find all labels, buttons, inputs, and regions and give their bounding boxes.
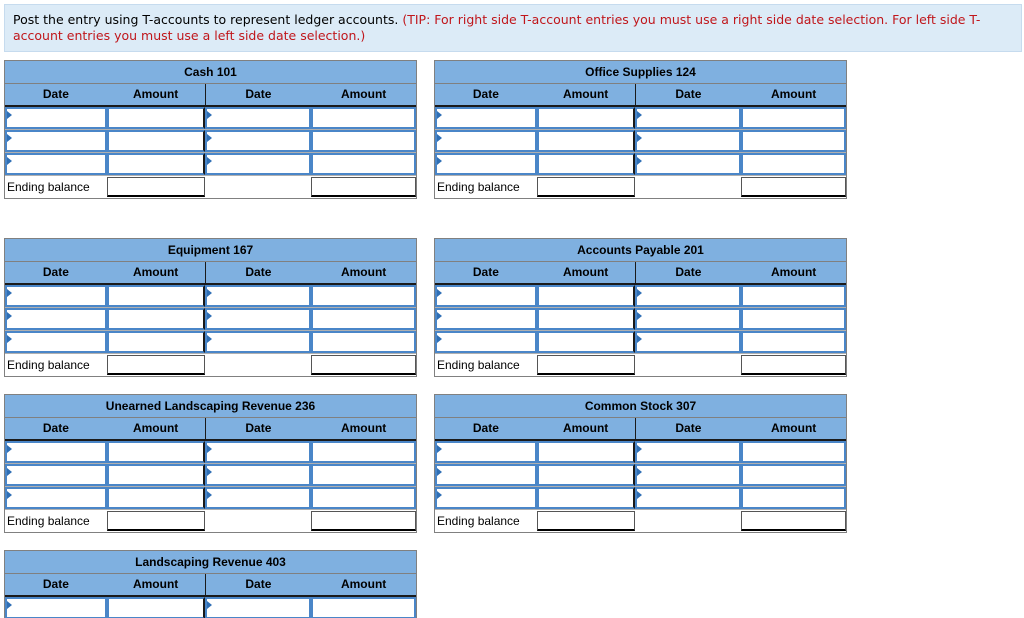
dropdown-marker-icon [7, 468, 12, 476]
ending-balance-row [5, 510, 416, 532]
t-account-equipment [4, 238, 417, 377]
ending-balance-left-input[interactable] [537, 355, 635, 375]
date-select-left[interactable] [435, 153, 537, 175]
entry-row [435, 285, 846, 308]
entry-row [5, 130, 416, 153]
dropdown-marker-icon [637, 111, 642, 119]
date-select-right[interactable] [205, 597, 311, 618]
amount-input-right[interactable] [741, 487, 846, 509]
ending-balance-left-input[interactable] [537, 177, 635, 197]
date-select-right[interactable] [205, 441, 311, 463]
empty-cell [635, 354, 741, 376]
ending-balance-row [5, 354, 416, 376]
dropdown-marker-icon [7, 335, 12, 343]
date-select-left[interactable] [435, 130, 537, 152]
amount-input-right[interactable] [311, 597, 416, 618]
amount-input-right[interactable] [311, 308, 416, 330]
date-select-left[interactable] [5, 487, 107, 509]
col-amount-right: Amount [770, 265, 817, 279]
date-select-right[interactable] [205, 331, 311, 353]
col-amount-right: Amount [340, 577, 387, 591]
dropdown-marker-icon [437, 289, 442, 297]
col-date-left: Date [472, 421, 499, 435]
column-header-row [435, 418, 846, 441]
instruction-box [4, 4, 1022, 52]
amount-input-left[interactable] [107, 441, 205, 463]
ending-balance-right-input[interactable] [311, 355, 416, 375]
amount-input-left[interactable] [107, 487, 205, 509]
entry-row [5, 285, 416, 308]
entry-row [435, 464, 846, 487]
amount-input-right[interactable] [741, 285, 846, 307]
dropdown-marker-icon [7, 289, 12, 297]
account-title: Office Supplies 124 [435, 61, 846, 84]
entry-row [435, 107, 846, 130]
instruction-text: Post the entry using T-accounts to represent ledger accounts. [13, 12, 403, 27]
column-header-row [5, 84, 416, 107]
date-select-right[interactable] [205, 130, 311, 152]
dropdown-marker-icon [7, 134, 12, 142]
amount-input-right[interactable] [741, 153, 846, 175]
dropdown-marker-icon [207, 468, 212, 476]
col-date-right: Date [205, 574, 312, 595]
column-header-row [435, 84, 846, 107]
entry-row [435, 331, 846, 354]
ending-balance-label: Ending balance [7, 180, 90, 194]
dropdown-marker-icon [207, 491, 212, 499]
column-header-row [5, 418, 416, 441]
col-amount-left: Amount [132, 577, 179, 591]
dropdown-marker-icon [637, 468, 642, 476]
dropdown-marker-icon [7, 601, 12, 609]
col-amount-right: Amount [340, 421, 387, 435]
amount-input-left[interactable] [107, 464, 205, 486]
account-title: Unearned Landscaping Revenue 236 [5, 395, 416, 418]
dropdown-marker-icon [637, 312, 642, 320]
date-select-left[interactable] [5, 285, 107, 307]
col-date-left: Date [472, 265, 499, 279]
date-select-left[interactable] [435, 285, 537, 307]
col-amount-left: Amount [132, 265, 179, 279]
date-select-left[interactable] [5, 153, 107, 175]
date-select-right[interactable] [635, 464, 741, 486]
column-header-row [5, 574, 416, 597]
account-title: Landscaping Revenue 403 [5, 551, 416, 574]
ending-balance-row [435, 354, 846, 376]
t-account-landscaping-revenue [4, 550, 417, 618]
amount-input-left[interactable] [107, 308, 205, 330]
ending-balance-right-input[interactable] [741, 511, 846, 531]
account-title: Common Stock 307 [435, 395, 846, 418]
dropdown-marker-icon [437, 157, 442, 165]
date-select-right[interactable] [635, 331, 741, 353]
date-select-right[interactable] [205, 487, 311, 509]
ending-balance-left-input[interactable] [107, 511, 205, 531]
col-date-left: Date [42, 421, 69, 435]
col-date-left: Date [42, 577, 69, 591]
amount-input-left[interactable] [107, 331, 205, 353]
col-date-right: Date [205, 418, 312, 439]
date-select-right[interactable] [635, 107, 741, 129]
date-select-left[interactable] [5, 464, 107, 486]
amount-input-right[interactable] [741, 464, 846, 486]
ending-balance-right-input[interactable] [741, 355, 846, 375]
column-header-row [5, 262, 416, 285]
dropdown-marker-icon [437, 312, 442, 320]
amount-input-right[interactable] [311, 107, 416, 129]
date-select-left[interactable] [5, 597, 107, 618]
amount-input-left[interactable] [107, 107, 205, 129]
empty-cell [205, 510, 311, 532]
amount-input-right[interactable] [741, 107, 846, 129]
dropdown-marker-icon [207, 601, 212, 609]
entry-row [5, 441, 416, 464]
date-select-left[interactable] [435, 441, 537, 463]
col-date-left: Date [42, 265, 69, 279]
ending-balance-label: Ending balance [437, 514, 520, 528]
account-title: Accounts Payable 201 [435, 239, 846, 262]
date-select-right[interactable] [205, 464, 311, 486]
col-amount-left: Amount [562, 87, 609, 101]
amount-input-right[interactable] [741, 441, 846, 463]
dropdown-marker-icon [7, 312, 12, 320]
amount-input-left[interactable] [537, 130, 635, 152]
amount-input-right[interactable] [741, 331, 846, 353]
dropdown-marker-icon [207, 312, 212, 320]
date-select-right[interactable] [635, 285, 741, 307]
ending-balance-label: Ending balance [7, 514, 90, 528]
amount-input-right[interactable] [311, 285, 416, 307]
col-amount-left: Amount [562, 265, 609, 279]
entry-row [5, 153, 416, 176]
col-date-right: Date [205, 84, 312, 105]
date-select-right[interactable] [205, 308, 311, 330]
ending-balance-row [435, 510, 846, 532]
date-select-left[interactable] [435, 331, 537, 353]
date-select-right[interactable] [635, 441, 741, 463]
date-select-left[interactable] [435, 487, 537, 509]
entry-row [5, 107, 416, 130]
amount-input-left[interactable] [537, 285, 635, 307]
entry-row [435, 130, 846, 153]
col-date-right: Date [205, 262, 312, 283]
dropdown-marker-icon [437, 335, 442, 343]
ending-balance-label: Ending balance [437, 358, 520, 372]
col-amount-right: Amount [770, 87, 817, 101]
amount-input-left[interactable] [537, 441, 635, 463]
date-select-right[interactable] [205, 107, 311, 129]
ending-balance-right-input[interactable] [741, 177, 846, 197]
entry-row [435, 308, 846, 331]
date-select-right[interactable] [635, 153, 741, 175]
t-account-unearned-landscaping-revenue [4, 394, 417, 533]
date-select-left[interactable] [435, 308, 537, 330]
col-amount-left: Amount [562, 421, 609, 435]
amount-input-left[interactable] [537, 107, 635, 129]
amount-input-left[interactable] [537, 153, 635, 175]
dropdown-marker-icon [437, 445, 442, 453]
date-select-left[interactable] [435, 107, 537, 129]
dropdown-marker-icon [7, 445, 12, 453]
amount-input-left[interactable] [107, 153, 205, 175]
dropdown-marker-icon [637, 157, 642, 165]
dropdown-marker-icon [637, 335, 642, 343]
amount-input-left[interactable] [537, 308, 635, 330]
t-account-office-supplies [434, 60, 847, 199]
entry-row [5, 331, 416, 354]
dropdown-marker-icon [7, 491, 12, 499]
date-select-left[interactable] [5, 130, 107, 152]
date-select-right[interactable] [635, 308, 741, 330]
dropdown-marker-icon [207, 289, 212, 297]
dropdown-marker-icon [207, 111, 212, 119]
date-select-right[interactable] [205, 153, 311, 175]
dropdown-marker-icon [637, 445, 642, 453]
amount-input-right[interactable] [741, 308, 846, 330]
ending-balance-label: Ending balance [437, 180, 520, 194]
dropdown-marker-icon [7, 157, 12, 165]
ending-balance-label: Ending balance [7, 358, 90, 372]
amount-input-right[interactable] [741, 130, 846, 152]
col-date-right: Date [635, 84, 742, 105]
t-account-common-stock [434, 394, 847, 533]
date-select-left[interactable] [5, 331, 107, 353]
amount-input-left[interactable] [537, 487, 635, 509]
dropdown-marker-icon [207, 157, 212, 165]
col-amount-right: Amount [340, 265, 387, 279]
col-date-left: Date [42, 87, 69, 101]
amount-input-left[interactable] [107, 130, 205, 152]
date-select-right[interactable] [205, 285, 311, 307]
col-date-right: Date [635, 418, 742, 439]
entry-row [435, 441, 846, 464]
ending-balance-right-input[interactable] [311, 177, 416, 197]
account-title: Equipment 167 [5, 239, 416, 262]
dropdown-marker-icon [637, 491, 642, 499]
col-amount-left: Amount [132, 421, 179, 435]
t-account-accounts-payable [434, 238, 847, 377]
amount-input-left[interactable] [537, 331, 635, 353]
dropdown-marker-icon [637, 289, 642, 297]
date-select-right[interactable] [635, 130, 741, 152]
amount-input-left[interactable] [537, 464, 635, 486]
t-account-cash [4, 60, 417, 199]
dropdown-marker-icon [7, 111, 12, 119]
amount-input-left[interactable] [107, 597, 205, 618]
dropdown-marker-icon [637, 134, 642, 142]
col-amount-right: Amount [340, 87, 387, 101]
ending-balance-row [5, 176, 416, 198]
ending-balance-left-input[interactable] [107, 355, 205, 375]
dropdown-marker-icon [437, 134, 442, 142]
amount-input-left[interactable] [107, 285, 205, 307]
dropdown-marker-icon [207, 445, 212, 453]
empty-cell [205, 176, 311, 198]
ending-balance-left-input[interactable] [537, 511, 635, 531]
empty-cell [635, 176, 741, 198]
empty-cell [635, 510, 741, 532]
empty-cell [205, 354, 311, 376]
entry-row [5, 597, 416, 618]
entry-row [5, 464, 416, 487]
date-select-right[interactable] [635, 487, 741, 509]
col-date-right: Date [635, 262, 742, 283]
ending-balance-right-input[interactable] [311, 511, 416, 531]
entry-row [5, 487, 416, 510]
col-date-left: Date [472, 87, 499, 101]
dropdown-marker-icon [207, 335, 212, 343]
dropdown-marker-icon [437, 491, 442, 499]
date-select-left[interactable] [435, 464, 537, 486]
entry-row [435, 487, 846, 510]
ending-balance-row [435, 176, 846, 198]
date-select-left[interactable] [5, 441, 107, 463]
entry-row [5, 308, 416, 331]
amount-input-right[interactable] [311, 153, 416, 175]
amount-input-right[interactable] [311, 441, 416, 463]
dropdown-marker-icon [437, 468, 442, 476]
dropdown-marker-icon [437, 111, 442, 119]
amount-input-right[interactable] [311, 331, 416, 353]
date-select-left[interactable] [5, 107, 107, 129]
amount-input-right[interactable] [311, 487, 416, 509]
dropdown-marker-icon [207, 134, 212, 142]
date-select-left[interactable] [5, 308, 107, 330]
column-header-row [435, 262, 846, 285]
instruction-tip: (TIP: For right side T-account entries you must use a right side date selection. For left side T-account entries you must use a left side date selection.) [13, 12, 981, 43]
amount-input-right[interactable] [311, 464, 416, 486]
ending-balance-left-input[interactable] [107, 177, 205, 197]
col-amount-right: Amount [770, 421, 817, 435]
entry-row [435, 153, 846, 176]
col-amount-left: Amount [132, 87, 179, 101]
amount-input-right[interactable] [311, 130, 416, 152]
account-title: Cash 101 [5, 61, 416, 84]
